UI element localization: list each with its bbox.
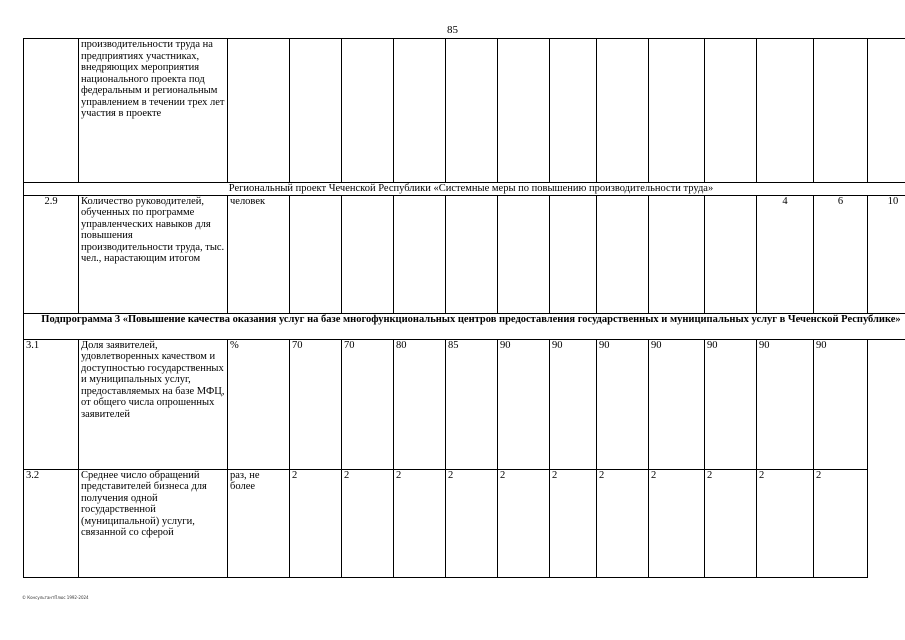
value-cell <box>868 39 905 183</box>
value-cell: 2 <box>814 469 868 577</box>
section-row <box>24 313 905 339</box>
value-cell: 6 <box>814 195 868 313</box>
value-cell <box>394 39 446 183</box>
value-cell <box>498 39 550 183</box>
indicators-table <box>23 38 905 578</box>
value-cell: 70 <box>290 339 342 469</box>
value-cell <box>342 195 394 313</box>
value-cell <box>446 195 498 313</box>
value-cell: 2 <box>705 469 757 577</box>
value-cell: 2 <box>649 469 705 577</box>
value-cell: 85 <box>446 339 498 469</box>
unit-cell <box>228 39 290 183</box>
value-cell <box>394 195 446 313</box>
value-cell: 90 <box>814 339 868 469</box>
value-cell: 90 <box>597 339 649 469</box>
table-row <box>24 339 905 469</box>
value-cell <box>342 39 394 183</box>
value-cell <box>649 39 705 183</box>
value-cell <box>498 195 550 313</box>
value-cell: 2 <box>597 469 649 577</box>
footer-note: © КонсультантПлюс 1992-2024 <box>22 595 89 600</box>
page-number: 85 <box>447 24 458 36</box>
value-cell <box>814 39 868 183</box>
unit-cell: раз, не более <box>228 469 290 577</box>
unit-cell: % <box>228 339 290 469</box>
value-cell: 80 <box>394 339 446 469</box>
value-cell: 4 <box>757 195 814 313</box>
value-cell: 90 <box>498 339 550 469</box>
value-cell: 2 <box>498 469 550 577</box>
value-cell: 90 <box>757 339 814 469</box>
value-cell <box>757 39 814 183</box>
value-cell <box>705 195 757 313</box>
value-cell <box>649 195 705 313</box>
row-number-cell: 3.1 <box>24 339 79 469</box>
value-cell <box>550 39 597 183</box>
indicator-name-cell: Среднее число обращений представителей бизнеса для получения одной государственной (муниципальной) услуги, связанной со сферой <box>79 469 228 577</box>
row-number-cell: 2.9 <box>24 195 79 313</box>
value-cell: 2 <box>394 469 446 577</box>
value-cell <box>550 195 597 313</box>
value-cell: 2 <box>757 469 814 577</box>
value-cell: 2 <box>290 469 342 577</box>
value-cell <box>290 195 342 313</box>
row-number-cell: 3.2 <box>24 469 79 577</box>
unit-cell: человек <box>228 195 290 313</box>
value-cell: 90 <box>649 339 705 469</box>
indicator-name-cell: Доля заявителей, удовлетворенных качеством и доступностью государственных и муниципальных услуг, предоставляемых на базе МФЦ, от общего числа опрошенных заявителей <box>79 339 228 469</box>
table-row <box>24 39 905 183</box>
value-cell <box>597 39 649 183</box>
indicator-name-cell: Количество руководителей, обученных по программе управленческих навыков для повышения производительности труда, тыс. чел., нарастающим итогом <box>79 195 228 313</box>
section-heading-subprogram-3: Подпрограмма 3 «Повышение качества оказания услуг на базе многофункциональных центров предоставления государственных и муниципальных услуг в Чеченской Республике» <box>24 313 905 339</box>
value-cell <box>446 39 498 183</box>
value-cell <box>597 195 649 313</box>
indicator-name-cell: производительности труда на предприятиях участниках, внедряющих мероприятия национального проекта под федеральным и региональным управлением в течении трех лет участия в проекте <box>79 39 228 183</box>
row-number-cell <box>24 39 79 183</box>
value-cell <box>705 39 757 183</box>
value-cell: 2 <box>550 469 597 577</box>
value-cell: 90 <box>550 339 597 469</box>
value-cell: 2 <box>446 469 498 577</box>
table-row <box>24 195 905 313</box>
value-cell: 2 <box>342 469 394 577</box>
value-cell <box>290 39 342 183</box>
section-row <box>24 183 905 196</box>
value-cell: 90 <box>705 339 757 469</box>
value-cell: 10 <box>868 195 905 313</box>
section-heading-regional: Региональный проект Чеченской Республики «Системные меры по повышению производительности труда» <box>24 183 905 196</box>
table-row <box>24 469 905 577</box>
value-cell: 70 <box>342 339 394 469</box>
